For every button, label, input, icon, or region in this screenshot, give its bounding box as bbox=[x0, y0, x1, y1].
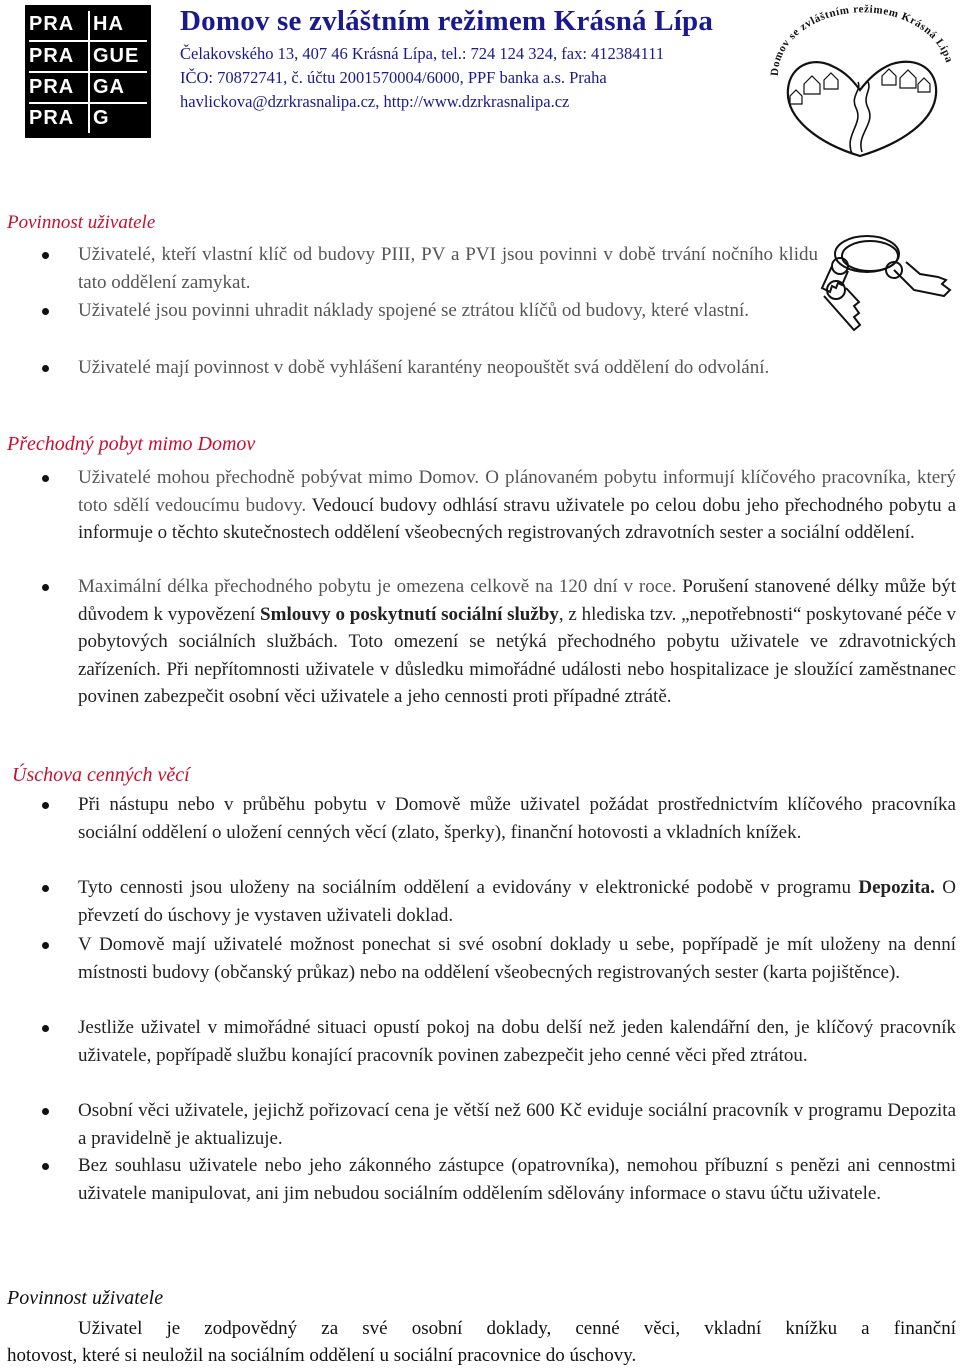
bullet-icon bbox=[42, 584, 49, 591]
list-item: Jestliže uživatel v mimořádné situaci opustí pokoj na dobu delší než jeden kalendářní den, je klíčový pracovník uživatele, popřípadě službu konající pracovník povinen zabezpečit jeho cenné věci před ztrátou. bbox=[78, 1017, 956, 1066]
section-title-user-obligation: Povinnost uživatele bbox=[7, 212, 156, 233]
bullet-icon bbox=[42, 1108, 49, 1115]
keys-illustration-icon bbox=[812, 226, 960, 336]
bullet-icon bbox=[42, 365, 49, 372]
bullet-icon bbox=[42, 252, 49, 259]
svg-text:Domov se zvláštním režimem Krá: Domov se zvláštním režimem Krásná Lípa bbox=[768, 4, 956, 77]
list-item: Uživatelé mohou přechodně pobývat mimo Domov. O plánovaném pobytu informují klíčového pracovníka, který toto sdělí vedoucímu budovy. Vedoucí budovy odhlásí stravu uživatele po celou dobu jeho přechodného pobytu a informuje o těchto skutečnostech oddělení všeobecných registrovaných zdravotních sester a sociální oddělení. bbox=[78, 467, 956, 543]
paragraph-line-2: hotovost, které si neuložil na sociálním oddělení u sociální pracovnice do úschovy. bbox=[7, 1345, 637, 1366]
organization-contact[interactable]: havlickova@dzrkrasnalipa.cz, http://www.dzrkrasnalipa.cz bbox=[180, 92, 570, 111]
bullet-icon bbox=[42, 308, 49, 315]
list-item: Maximální délka přechodného pobytu je omezena celkově na 120 dní v roce. Porušení stanovené délky může být důvodem k vypovězení Smlouvy o poskytnutí sociální služby, z hlediska tzv. „nepotřebnosti“ poskytované péče v pobytových sociálních službách. Toto omezení se netýká přechodného pobytu uživatele ve zdravotnických zařízeních. Při nepřítomnosti uživatele v důsledku mimořádné události nebo hospitalizace je sloužící zaměstnanec povinen zabezpečit osobní věci uživatele a jeho cennosti proti případné ztrátě. bbox=[78, 576, 956, 707]
paragraph-line-1: Uživatel je zodpovědný za své osobní doklady, cenné věci, vkladní knížku a finanční bbox=[78, 1318, 956, 1339]
list-item: Uživatelé, kteří vlastní klíč od budovy PIII, PV a PVI jsou povinni v době trvání nočního klidu tato oddělení zamykat. bbox=[78, 244, 818, 293]
list-item: Uživatelé mají povinnost v době vyhlášení karantény neopouštět svá oddělení do odvolání. bbox=[78, 357, 770, 378]
section-title-valuables-storage: Úschova cenných věcí bbox=[12, 764, 190, 786]
organization-name: Domov se zvláštním režimem Krásná Lípa bbox=[180, 5, 714, 37]
bullet-icon bbox=[42, 1025, 49, 1032]
bullet-icon bbox=[42, 942, 49, 949]
list-item: Při nástupu nebo v průběhu pobytu v Domově může uživatel požádat prostřednictvím klíčového pracovníka sociální oddělení o uložení cenných věcí (zlato, šperky), finanční hotovosti a vkladních knížek. bbox=[78, 794, 956, 843]
list-item: Osobní věci uživatele, jejichž pořizovací cena je větší než 600 Kč eviduje sociální pracovník v programu Depozita a pravidelně je aktualizuje. bbox=[78, 1100, 956, 1149]
section-title-temporary-stay: Přechodný pobyt mimo Domov bbox=[7, 433, 256, 455]
section-title-user-obligation-2: Povinnost uživatele bbox=[7, 1287, 164, 1309]
bullet-icon bbox=[42, 885, 49, 892]
list-item: Bez souhlasu uživatele nebo jeho zákonného zástupce (opatrovníka), nemohou příbuzní s penězi ani cennostmi uživatele manipulovat, ani jim nebudou sociálním oddělením sdělovány informace o stavu účtu uživatele. bbox=[78, 1155, 956, 1204]
organization-address: Čelakovského 13, 407 46 Krásná Lípa, tel.: 724 124 324, fax: 412384111 bbox=[180, 44, 665, 63]
list-item: Uživatelé jsou povinni uhradit náklady spojené se ztrátou klíčů od budovy, které vlastní. bbox=[78, 300, 749, 321]
bullet-icon bbox=[42, 475, 49, 482]
list-item: V Domově mají uživatelé možnost ponechat si své osobní doklady u sebe, popřípadě je mít uloženy na denní místnosti budovy (občanský průkaz) nebo na oddělení všeobecných registrovaných sester (karta pojištěnce). bbox=[78, 934, 956, 983]
list-item: Tyto cennosti jsou uloženy na sociálním oddělení a evidovány v elektronické podobě v programu Depozita. O převzetí do úschovy je vystaven uživateli doklad. bbox=[78, 877, 956, 926]
organization-bank-info: IČO: 70872741, č. účtu 2001570004/6000, PPF banka a.s. Praha bbox=[180, 68, 607, 87]
organization-seal-logo bbox=[760, 4, 960, 164]
bullet-icon bbox=[42, 1163, 49, 1170]
bullet-icon bbox=[42, 802, 49, 809]
prague-logo: PRA HA PRA GUE PRA GA PRA G bbox=[25, 5, 151, 138]
